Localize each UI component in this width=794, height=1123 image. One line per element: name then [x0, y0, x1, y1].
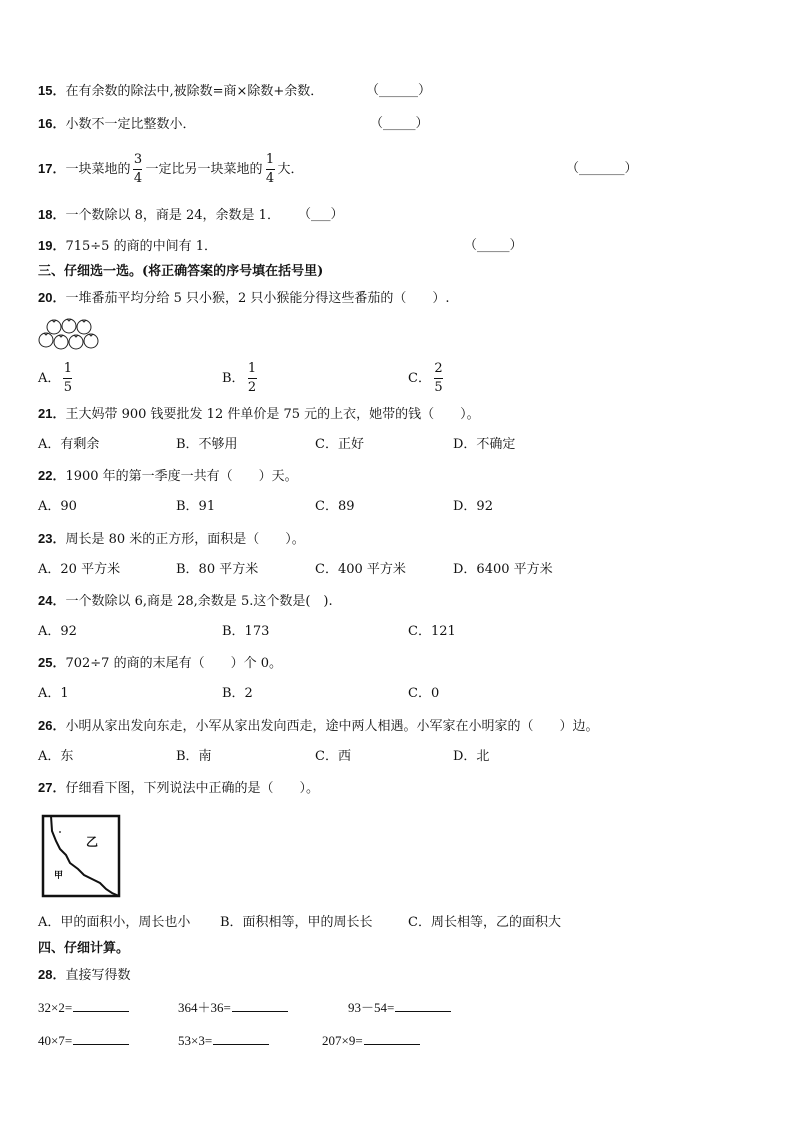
answer-paren[interactable]: （_______） — [566, 161, 638, 176]
question-number: 28． — [38, 967, 66, 982]
fraction — [248, 362, 257, 395]
question-26 — [38, 718, 598, 735]
question-number: 21． — [38, 406, 66, 421]
numerator: 2 — [434, 361, 443, 376]
option-a[interactable]: A．92 — [38, 624, 77, 639]
question-number: 25． — [38, 655, 66, 670]
calc-item[interactable] — [178, 999, 288, 1016]
denominator: 4 — [133, 171, 143, 186]
question-number: 15． — [38, 83, 66, 98]
fraction-bar — [434, 378, 443, 379]
answer-blank[interactable] — [73, 999, 129, 1012]
fraction-bar — [63, 378, 72, 379]
question-number: 18． — [38, 207, 66, 222]
question-text: 一个数除以 8，商是 24，余数是 1． — [65, 208, 280, 223]
option-a[interactable]: A．20 平方米 — [38, 562, 121, 577]
calc-item[interactable] — [178, 1032, 269, 1049]
option-c[interactable]: C．89 — [315, 499, 355, 514]
calc-expression: 53×3= — [178, 1033, 213, 1048]
option-b[interactable]: B．南 — [176, 749, 212, 764]
answer-paren[interactable]: （_____） — [370, 116, 429, 131]
question-text: 一块菜地的 — [65, 162, 131, 177]
option-c[interactable]: C．0 — [408, 686, 440, 701]
question-17 — [38, 152, 304, 187]
question-text: 仔细看下图，下列说法中正确的是（ ）。 — [65, 781, 319, 796]
question-number: 24． — [38, 593, 66, 608]
option-a[interactable]: A．90 — [38, 499, 77, 514]
answer-blank[interactable] — [395, 999, 451, 1012]
question-text: 小数不一定比整数小． — [65, 117, 196, 132]
calc-item[interactable] — [38, 999, 129, 1016]
numerator: 1 — [247, 361, 257, 376]
calc-expression: 93－54= — [348, 1000, 395, 1015]
question-25 — [38, 655, 282, 672]
section-heading: 三、仔细选一选。(将正确答案的序号填在括号里) — [38, 264, 324, 279]
fraction — [63, 362, 72, 395]
calc-item[interactable] — [348, 999, 451, 1016]
question-text: 1900 年的第一季度一共有（ ）天。 — [65, 469, 298, 484]
question-text: 702÷7 的商的末尾有（ ）个 0。 — [65, 656, 282, 671]
option-c[interactable]: C．西 — [315, 749, 351, 764]
calc-expression: 32×2= — [38, 1000, 73, 1015]
question-text: 一定比另一块菜地的 — [145, 162, 263, 177]
question-24 — [38, 593, 333, 610]
denominator: 5 — [63, 380, 73, 395]
calc-item[interactable] — [322, 1032, 420, 1049]
question-21 — [38, 406, 480, 423]
question-number: 22． — [38, 468, 66, 483]
answer-blank[interactable] — [364, 1032, 420, 1045]
question-number: 20． — [38, 290, 66, 305]
option-c[interactable]: C．121 — [408, 624, 456, 639]
option-c[interactable]: C．400 平方米 — [315, 562, 406, 577]
option-d[interactable]: D．6400 平方米 — [453, 562, 553, 577]
question-text: 小明从家出发向东走，小军从家出发向西走，途中两人相遇。小军家在小明家的（ ）边。 — [65, 719, 599, 734]
answer-paren[interactable]: （___） — [298, 207, 344, 222]
question-text: 一堆番茄平均分给 5 只小猴，2 只小猴能分得这些番茄的（ ）. — [65, 291, 450, 306]
fraction-bar — [266, 169, 275, 170]
question-number: 23． — [38, 531, 66, 546]
answer-paren[interactable]: （______） — [366, 83, 432, 98]
option-b[interactable]: B．80 平方米 — [176, 562, 259, 577]
option-d[interactable]: D．92 — [453, 499, 493, 514]
answer-paren[interactable]: （_____） — [464, 238, 523, 253]
region-label-jia: 甲 — [54, 871, 64, 881]
option-c[interactable]: C．周长相等，乙的面积大 — [408, 915, 561, 930]
question-text: 大． — [277, 162, 304, 177]
question-20 — [38, 290, 450, 307]
question-number: 27． — [38, 780, 66, 795]
option-b[interactable] — [222, 362, 260, 396]
calc-expression: 207×9= — [322, 1033, 363, 1048]
tomatoes-illustration — [36, 315, 106, 355]
calc-expression: 364＋36= — [178, 1000, 231, 1015]
option-b[interactable]: B．面积相等，甲的周长长 — [220, 915, 373, 930]
option-a[interactable]: A．1 — [38, 686, 69, 701]
option-d[interactable]: D．不确定 — [453, 437, 516, 452]
fraction-bar — [133, 169, 142, 170]
option-label: C． — [408, 371, 431, 386]
question-27 — [38, 780, 319, 797]
question-text: 直接写得数 — [65, 968, 131, 983]
question-number: 17． — [38, 161, 66, 176]
numerator: 3 — [133, 152, 143, 167]
calc-expression: 40×7= — [38, 1033, 73, 1048]
option-label: A． — [38, 371, 61, 386]
fraction-bar — [248, 378, 257, 379]
question-text: 王大妈带 900 钱要批发 12 件单价是 75 元的上衣，她带的钱（ ）。 — [65, 407, 480, 422]
option-c[interactable] — [408, 362, 446, 396]
question-text: 715÷5 的商的中间有 1． — [65, 239, 217, 254]
question-number: 16． — [38, 116, 66, 131]
option-a[interactable]: A．东 — [38, 749, 74, 764]
denominator: 5 — [434, 380, 443, 395]
question-22 — [38, 468, 298, 485]
fraction — [434, 362, 443, 395]
question-number: 26． — [38, 718, 66, 733]
fraction — [266, 153, 275, 186]
question-15 — [38, 83, 323, 100]
fraction — [133, 153, 142, 186]
question-19 — [38, 238, 217, 255]
question-number: 19． — [38, 238, 66, 253]
denominator: 4 — [265, 171, 275, 186]
section-heading: 四、仔细计算。 — [38, 941, 130, 956]
question-text: 周长是 80 米的正方形，面积是（ ）。 — [65, 532, 305, 547]
region-label-yi: 乙 — [86, 835, 99, 849]
option-b[interactable]: B．91 — [176, 499, 216, 514]
numerator: 1 — [265, 152, 275, 167]
question-23 — [38, 531, 305, 548]
calc-item[interactable] — [38, 1032, 129, 1049]
square-divided-figure — [40, 813, 122, 899]
square-figure — [40, 813, 122, 899]
option-b[interactable]: B．173 — [222, 624, 270, 639]
option-label: B． — [222, 371, 245, 386]
option-a[interactable]: A．有剩余 — [38, 437, 100, 452]
option-d[interactable]: D．北 — [453, 749, 490, 764]
answer-blank[interactable] — [213, 1032, 269, 1045]
option-a[interactable] — [38, 362, 75, 396]
option-a[interactable]: A．甲的面积小，周长也小 — [38, 915, 191, 930]
question-text: 在有余数的除法中,被除数=商×除数+余数． — [65, 84, 324, 99]
numerator: 1 — [63, 361, 73, 376]
answer-blank[interactable] — [73, 1032, 129, 1045]
question-16 — [38, 116, 195, 133]
answer-blank[interactable] — [232, 999, 288, 1012]
question-text: 一个数除以 6,商是 28,余数是 5.这个数是( ). — [65, 594, 333, 609]
option-c[interactable]: C．正好 — [315, 437, 364, 452]
denominator: 2 — [247, 380, 257, 395]
question-18 — [38, 207, 280, 224]
question-28 — [38, 967, 130, 984]
option-b[interactable]: B．不够用 — [176, 437, 238, 452]
option-b[interactable]: B．2 — [222, 686, 253, 701]
